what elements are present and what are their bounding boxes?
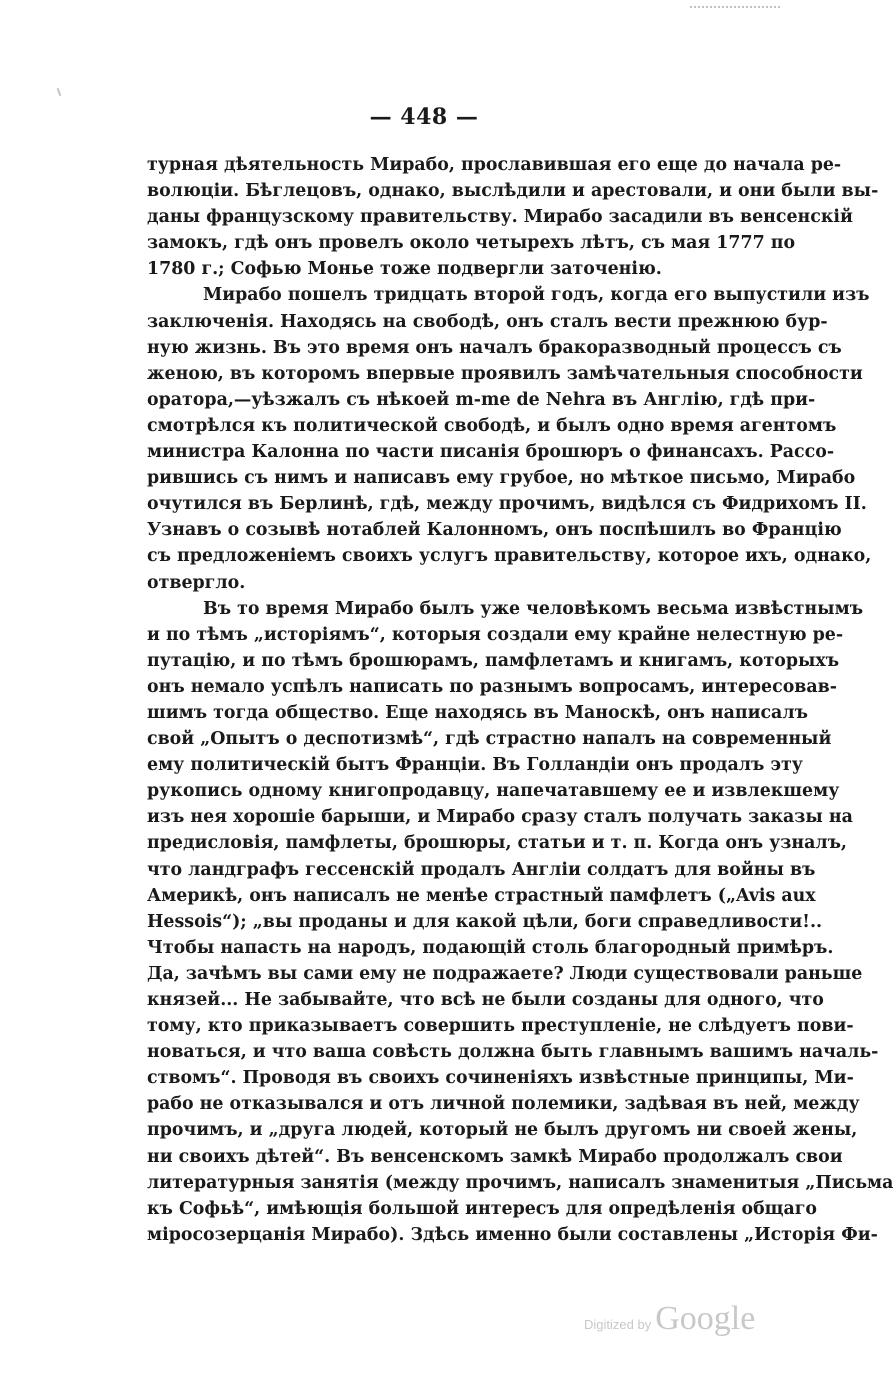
text-line: Америкѣ, онъ написалъ не менѣе страстный памфлетъ („Avis aux: [147, 885, 816, 906]
text-line: литературныя занятія (между прочимъ, написалъ знаменитыя „Письма: [147, 1172, 893, 1193]
text-line: Мирабо пошелъ тридцать второй годъ, когда его выпустили изъ: [203, 285, 870, 306]
text-line: рабо не отказывался и отъ личной полемики, задѣвая въ ней, между: [147, 1094, 860, 1115]
text-line: турная дѣятельность Мирабо, прославившая его еще до начала ре-: [147, 155, 842, 175]
text-line: министра Калонна по части писанія брошюръ о финансахъ. Рассо-: [147, 442, 835, 463]
text-line: что ландграфъ гессенскій продалъ Англіи солдатъ для войны въ: [147, 859, 816, 880]
text-line: предисловія, памфлеты, брошюры, статьи и т. п. Когда онъ узналъ,: [147, 833, 847, 854]
scan-artifact-left: [57, 88, 62, 96]
text-line: Да, зачѣмъ вы сами ему не подражаете? Люди существовали раньше: [147, 963, 863, 984]
scan-artifact-top: [690, 0, 780, 8]
text-line: тому, кто приказываетъ совершить преступленіе, не слѣдуетъ пови-: [147, 1016, 854, 1037]
text-line: оратора,—уѣзжалъ съ нѣкоей m-me de Nehra въ Англію, гдѣ при-: [147, 389, 816, 410]
text-line: Hessois“); „вы проданы и для какой цѣли, боги справедливости!..: [147, 911, 823, 932]
text-line: прочимъ, и „друга людей, который не былъ другомъ ни своей жены,: [147, 1120, 858, 1141]
text-line: Въ то время Мирабо былъ уже человѣкомъ весьма извѣстнымъ: [203, 598, 864, 619]
text-line: даны французскому правительству. Мирабо засадили въ венсенскій: [147, 207, 853, 228]
text-line: очутился въ Берлинѣ, гдѣ, между прочимъ, видѣлся съ Фидрихомъ II.: [147, 494, 867, 515]
text-line: новаться, и что ваша совѣсть должна быть главнымъ вашимъ началь-: [147, 1042, 879, 1063]
google-watermark: [584, 1300, 755, 1340]
text-line: къ Софьѣ“, имѣющія большой интересъ для опредѣленія общаго: [147, 1198, 818, 1219]
text-line: смотрѣлся къ политической свободѣ, и былъ одно время агентомъ: [147, 415, 837, 436]
text-line: Узнавъ о созывѣ нотаблей Калонномъ, онъ поспѣшилъ во Францію: [147, 520, 842, 541]
text-line: онъ немало успѣлъ написать по разнымъ вопросамъ, интересовав-: [147, 676, 837, 697]
text-line: изъ нея хорошіе барыши, и Мирабо сразу сталъ получать заказы на: [147, 807, 853, 828]
text-line: ни своихъ дѣтей“. Въ венсенскомъ замкѣ Мирабо продолжалъ свои: [147, 1146, 843, 1167]
text-line: свой „Опытъ о деспотизмѣ“, гдѣ страстно напалъ на современный: [147, 729, 832, 750]
text-line: міросозерцанія Мирабо). Здѣсь именно были составлены „Исторія Фи-: [147, 1224, 878, 1245]
text-line: замокъ, гдѣ онъ провелъ около четырехъ лѣтъ, съ мая 1777 по: [147, 233, 796, 254]
text-line: волюціи. Бѣглецовъ, однако, выслѣдили и арестовали, и они были вы-: [147, 181, 879, 202]
text-line: путацію, и по тѣмъ брошюрамъ, памфлетамъ и книгамъ, которыхъ: [147, 650, 840, 671]
text-line: князей... Не забывайте, что всѣ не были созданы для одного, что: [147, 990, 824, 1010]
watermark-prefix: Digitized by: [584, 1317, 652, 1332]
text-line: рившись съ нимъ и написавъ ему грубое, но мѣткое письмо, Мирабо: [147, 468, 856, 489]
text-line: женою, въ которомъ впервые проявилъ замѣчательныя способности: [147, 363, 863, 384]
text-line: и по тѣмъ „исторіямъ“, которыя создали ему крайне нелестную ре-: [147, 624, 844, 645]
text-line: шимъ тогда общество. Еще находясь въ Маноскѣ, онъ написалъ: [147, 702, 808, 723]
text-line: заключенія. Находясь на свободѣ, онъ сталъ вести прежнюю бур-: [147, 311, 828, 332]
body-text: [147, 152, 893, 1248]
text-line: ему политическій бытъ Франціи. Въ Голландіи онъ продалъ эту: [147, 755, 803, 776]
text-line: Чтобы напасть на народъ, подающій столь благородный примѣръ.: [147, 937, 834, 958]
text-line: рукопись одному книгопродавцу, напечатавшему ее и извлекшему: [147, 781, 840, 802]
watermark-brand: Google: [655, 1300, 756, 1337]
text-line: отвергло.: [147, 572, 246, 593]
text-line: ную жизнь. Въ это время онъ началъ бракоразводный процессъ съ: [147, 337, 842, 358]
text-line: 1780 г.; Софью Монье тоже подвергли заточенію.: [147, 259, 662, 280]
text-line: ствомъ“. Проводя въ своихъ сочиненіяхъ извѣстные принципы, Ми-: [147, 1068, 854, 1089]
text-line: съ предложеніемъ своихъ услугъ правительству, которое ихъ, однако,: [147, 546, 872, 567]
page-number: — 448 —: [369, 104, 479, 130]
